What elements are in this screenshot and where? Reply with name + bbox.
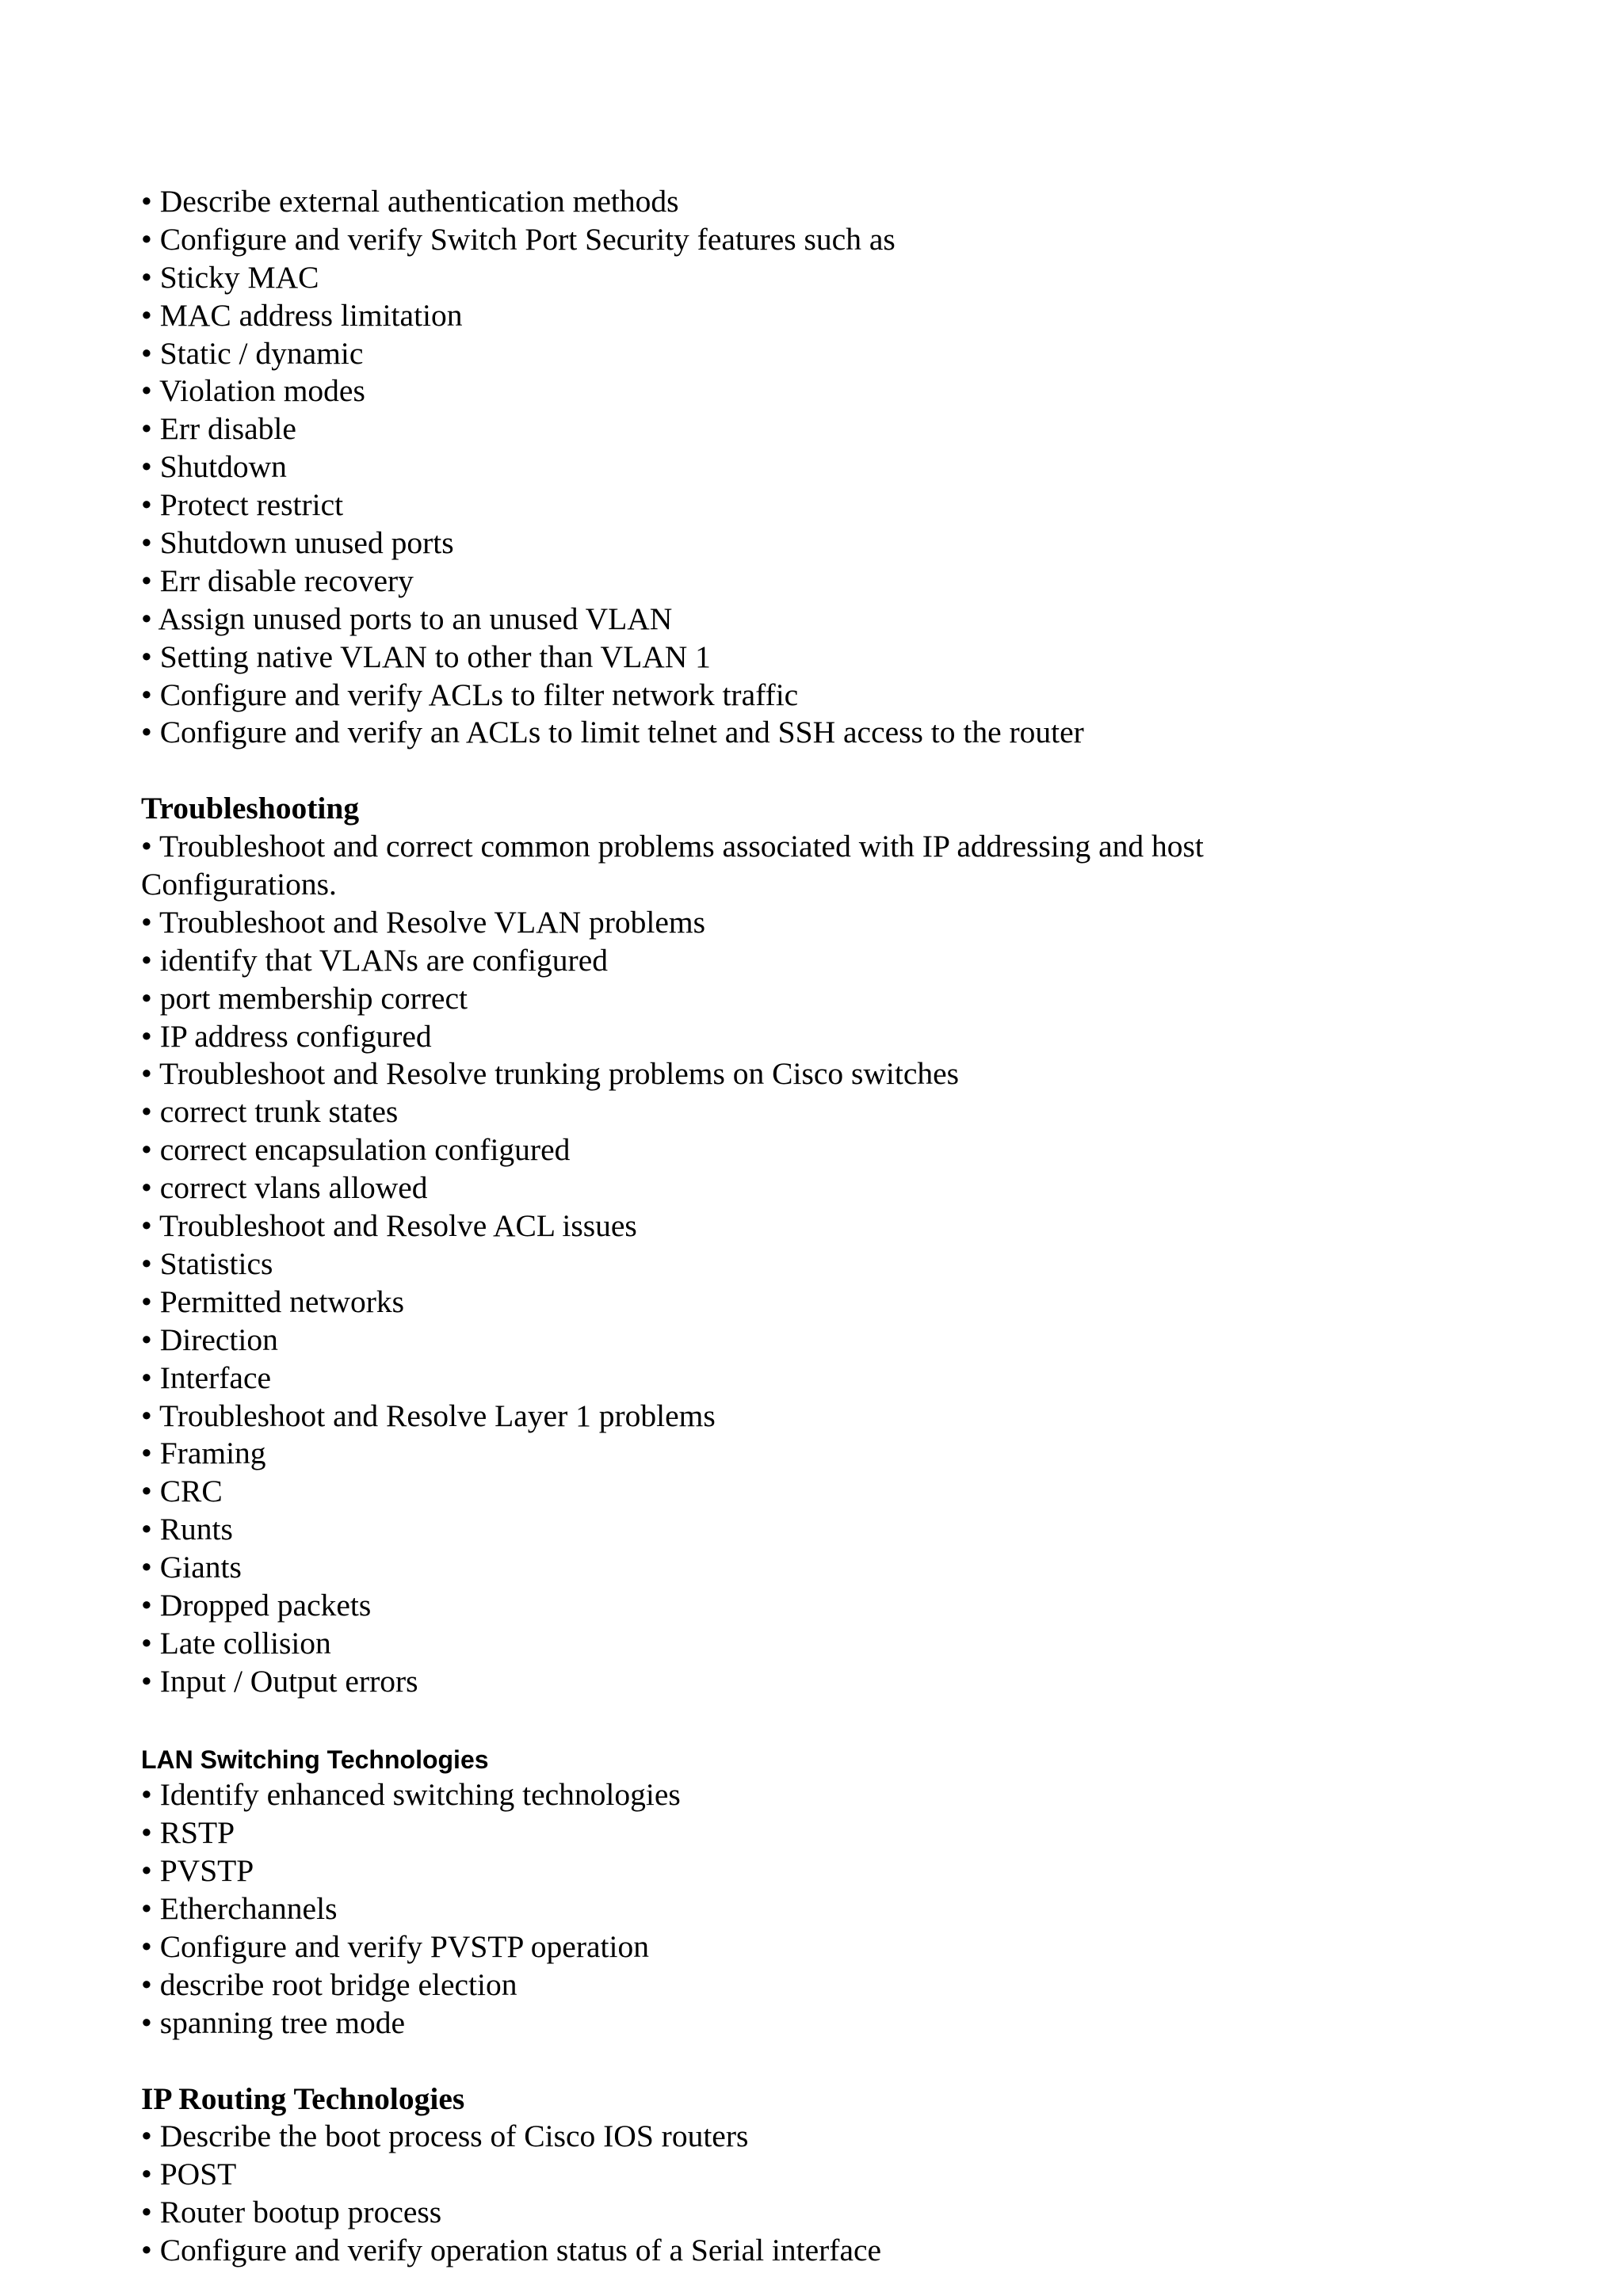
section-heading: IP Routing Technologies [141,2081,465,2116]
list-item: • correct trunk states [141,1094,399,1130]
list-item: • port membership correct [141,980,468,1016]
list-item: • correct vlans allowed [141,1170,428,1206]
list-item: • describe root bridge election [141,1966,517,2002]
list-item: • RSTP [141,1815,235,1851]
list-item: • Identify enhanced switching technologies [141,1777,681,1813]
list-item: • Troubleshoot and Resolve VLAN problems [141,904,706,940]
list-item: • Etherchannels [141,1891,338,1927]
list-item: • Troubleshoot and Resolve ACL issues [141,1208,637,1244]
spacer [141,752,1552,790]
list-item: • Giants [141,1550,242,1585]
list-item: • Violation modes [141,373,365,409]
list-item: • Static / dynamic [141,335,364,371]
list-item: • Configure and verify ACLs to filter network traffic [141,677,799,712]
list-item: • Late collision [141,1625,331,1661]
list-item: • Sticky MAC [141,259,319,295]
list-item: • Dropped packets [141,1587,372,1623]
list-item: • Protect restrict [141,487,344,523]
list-item: • Setting native VLAN to other than VLAN 1 [141,639,711,674]
list-item: • identify that VLANs are configured [141,942,608,978]
list-item: • Router bootup process [141,2195,442,2230]
list-item: • Configure and verify PVSTP operation [141,1928,649,1964]
list-item: • Runts [141,1512,233,1547]
section-heading: Troubleshooting [141,791,360,826]
list-item: • Shutdown unused ports [141,525,454,561]
list-item: • POST [141,2157,237,2192]
list-item: • Err disable recovery [141,563,414,598]
list-item: • Describe external authentication methods [141,184,679,219]
list-item: • Framing [141,1436,266,1471]
list-item: • PVSTP [141,1853,254,1889]
list-item: • Statistics [141,1245,273,1281]
list-item: • MAC address limitation [141,297,463,333]
list-item: • Interface [141,1360,272,1395]
list-item: • Err disable [141,411,296,447]
list-item: • Troubleshoot and correct common problems associated with IP addressing and host [141,829,1204,864]
list-item: • Shutdown [141,449,287,485]
lan-switching-section [141,1739,1552,2042]
list-item: • spanning tree mode [141,2004,406,2040]
troubleshooting-section [141,790,1552,1700]
list-item: • correct encapsulation configured [141,1132,571,1168]
list-item: • Describe the boot process of Cisco IOS routers [141,2119,749,2154]
document-page [141,183,1552,2270]
list-item-continuation: Configurations. [141,867,337,902]
list-item: • Assign unused ports to an unused VLAN [141,601,673,636]
security-list [141,183,1552,752]
list-item: • Input / Output errors [141,1663,418,1699]
list-item: • Configure and verify an ACLs to limit telnet and SSH access to the router [141,715,1084,750]
spacer [141,2042,1552,2081]
list-item: • Troubleshoot and Resolve trunking problems on Cisco switches [141,1056,960,1092]
list-item: • Configure and verify operation status of a Serial interface [141,2233,882,2268]
list-item: • IP address configured [141,1018,432,1054]
section-heading: LAN Switching Technologies [141,1745,489,1774]
list-item: • Configure and verify Switch Port Security features such as [141,221,896,257]
list-item: • Direction [141,1322,278,1357]
ip-routing-section [141,2081,1552,2270]
list-item: • Permitted networks [141,1283,404,1319]
list-item: • CRC [141,1474,223,1509]
list-item: • Troubleshoot and Resolve Layer 1 problems [141,1398,716,1433]
spacer [141,1701,1552,1739]
